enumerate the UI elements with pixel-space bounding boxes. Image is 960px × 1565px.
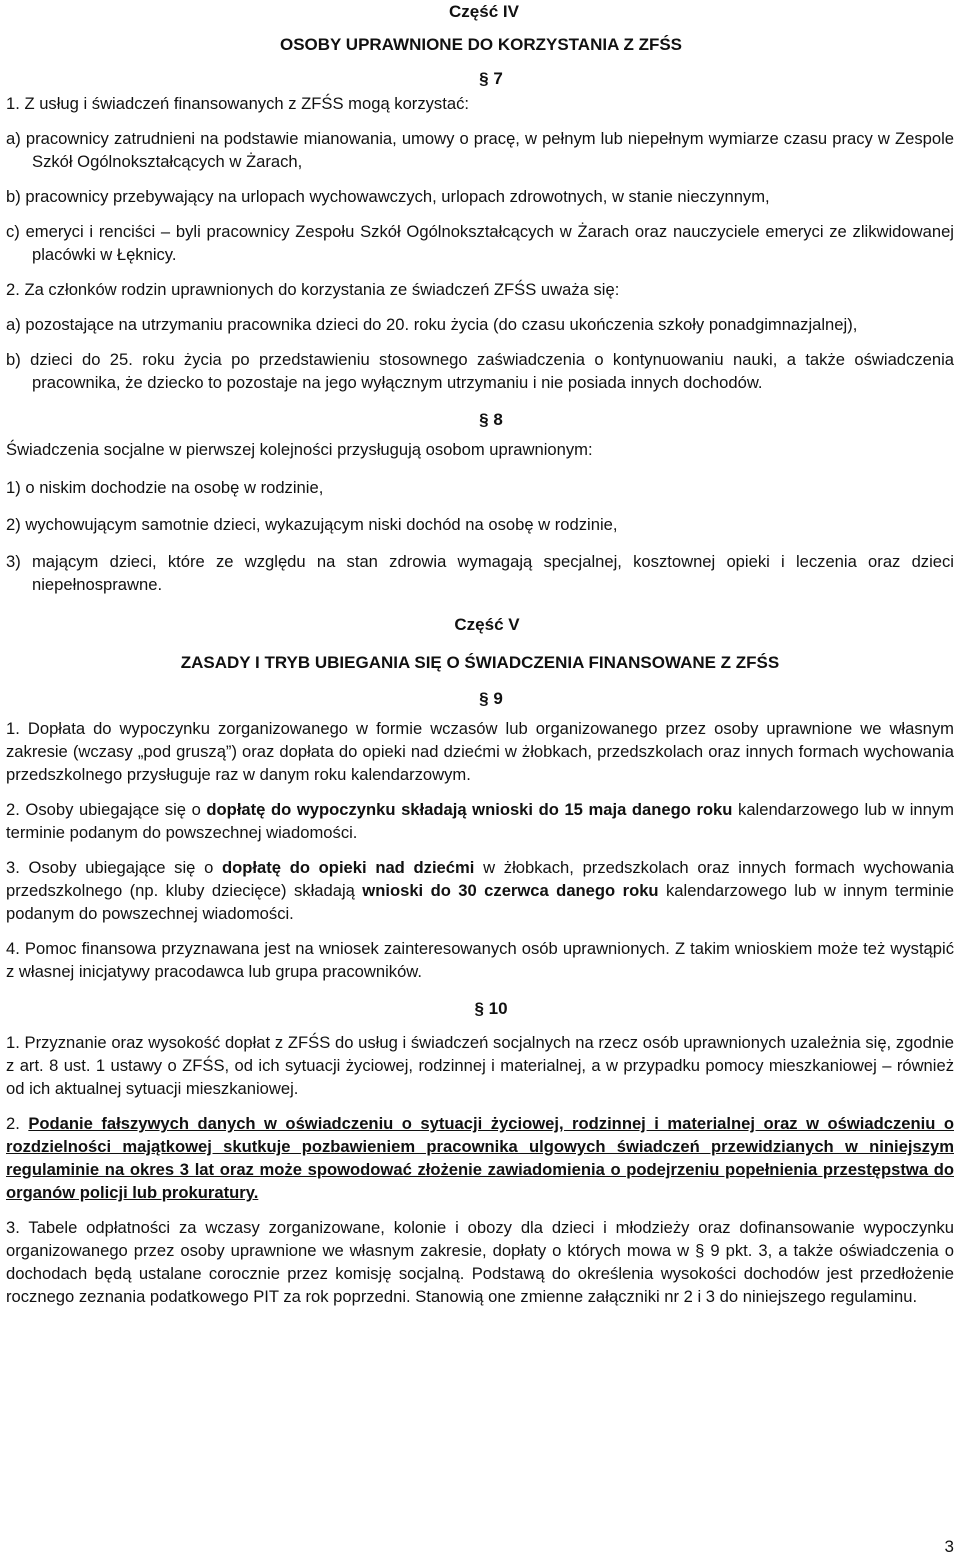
- part-iv-label: Część IV: [449, 2, 519, 21]
- paragraph-9-heading: § 9: [479, 689, 503, 708]
- par9-point-3-middle: w żłobkach, przedszkolach oraz innych formach wychowania przedszkolnego (np. kluby dziecięce) składają: [6, 858, 954, 900]
- par10-point-3: 3. Tabele odpłatności za wczasy zorganizowane, kolonie i obozy dla dzieci i młodzieży oraz dofinansowanie wypoczynku organizowanego przez osoby uprawnione we własnym zakresie, dopłaty o których mowa w § 9 pkt. 3, a także oświadczenia o dochodach będą ustalane corocznie przez komisję socjalną. Podstawą do określenia wysokości dochodów jest przedłożenie rocznego zeznania podatkowego PIT za rok poprzedni. Stanowią one zmienne załączniki nr 2 i 3 do niniejszego regulaminu.: [6, 1218, 954, 1306]
- par7-point-2a: a) pozostające na utrzymaniu pracownika dzieci do 20. roku życia (do czasu ukończenia szkoły ponadgimnazjalnej),: [6, 315, 858, 334]
- par10-point-2: [6, 1112, 954, 1204]
- par10-point-2-underlined: Podanie fałszywych danych w oświadczeniu o sytuacji życiowej, rodzinnej i materialnej oraz w oświadczeniu o rozdzielności majątkowej skutkuje pozbawieniem pracownika ulgowych świadczeń przewidzianych w niniejszym regulaminie na okres 3 lat oraz może spowodować złożenie zawiadomienia o podejrzeniu popełnienia przestępstwa do organów policji lub prokuratury.: [6, 1114, 954, 1202]
- par8-item-2: 2) wychowującym samotnie dzieci, wykazującym niski dochód na osobę w rodzinie,: [6, 515, 618, 534]
- par7-point-2: 2. Za członków rodzin uprawnionych do korzystania ze świadczeń ZFŚS uważa się:: [6, 280, 620, 299]
- par9-point-2-bold: dopłatę do wypoczynku składają wnioski do 15 maja danego roku: [206, 800, 733, 819]
- paragraph-8-heading: § 8: [479, 410, 503, 429]
- part-v-title: ZASADY I TRYB UBIEGANIA SIĘ O ŚWIADCZENIA FINANSOWANE Z ZFŚS: [180, 653, 780, 672]
- par7-point-2b: b) dzieci do 25. roku życia po przedstawieniu stosownego zaświadczenia o kontynuowaniu nauki, a także oświadczenia pracownika, że dziecko to pozostaje na jego wyłącznym utrzymaniu i nie posiada innych dochodów.: [6, 350, 954, 392]
- paragraph-7-heading: § 7: [479, 69, 503, 88]
- par9-point-4: 4. Pomoc finansowa przyznawana jest na wniosek zainteresowanych osób uprawnionych. Z takim wnioskiem może też wystąpić z własnej inicjatywy pracodawca lub grupa pracowników.: [6, 939, 954, 981]
- paragraph-10-heading: § 10: [474, 999, 508, 1018]
- par10-point-1: 1. Przyznanie oraz wysokość dopłat z ZFŚS do usług i świadczeń socjalnych na rzecz osób uprawnionych uzależnia się, zgodnie z art. 8 ust. 1 ustawy o ZFŚS, od ich sytuacji życiowej, rodzinnej i materialnej, a w przypadku pomocy mieszkaniowej – również od ich aktualnej sytuacji mieszkaniowej.: [6, 1033, 954, 1098]
- par7-point-1c: c) emeryci i renciści – byli pracownicy Zespołu Szkół Ogólnokształcących w Żarach oraz nauczyciele emeryci ze zlikwidowanej placówki w Łęknicy.: [6, 222, 954, 264]
- par9-point-2: [6, 798, 954, 844]
- par7-point-1a: a) pracownicy zatrudnieni na podstawie mianowania, umowy o pracę, w pełnym lub niepełnym wymiarze czasu pracy w Zespole Szkół Ogólnokształcących w Żarach,: [6, 129, 954, 171]
- par9-point-2-start: 2. Osoby ubiegające się o: [6, 800, 207, 819]
- par9-point-1: 1. Dopłata do wypoczynku zorganizowanego w formie wczasów lub organizowanego przez osoby uprawnione we własnym zakresie (wczasy „pod gruszą”) oraz dopłata do opieki nad dziećmi w żłobkach, przedszkolach oraz innych formach wychowania przedszkolnego przysługuje raz w danym roku kalendarzowym.: [6, 719, 954, 784]
- par8-intro: Świadczenia socjalne w pierwszej kolejności przysługują osobom uprawnionym:: [6, 440, 593, 459]
- par9-point-3-bold-2: wnioski do 30 czerwca danego roku: [362, 881, 659, 900]
- document-body: [6, 0, 954, 1308]
- par9-point-3-end: kalendarzowego lub w innym terminie podanym do powszechnej wiadomości.: [6, 881, 954, 923]
- par9-point-2-end: kalendarzowego lub w innym terminie podanym do powszechnej wiadomości.: [6, 800, 954, 842]
- par9-point-3-bold-1: dopłatę do opieki nad dziećmi: [222, 858, 475, 877]
- part-iv-title: OSOBY UPRAWNIONE DO KORZYSTANIA Z ZFŚS: [279, 35, 683, 54]
- par9-point-3-start: 3. Osoby ubiegające się o: [6, 858, 222, 877]
- par7-point-1b: b) pracownicy przebywający na urlopach wychowawczych, urlopach zdrowotnych, w stanie nieczynnym,: [6, 187, 770, 206]
- par7-point-1: 1. Z usług i świadczeń finansowanych z ZFŚS mogą korzystać:: [6, 94, 469, 113]
- par8-item-1: 1) o niskim dochodzie na osobę w rodzinie,: [6, 478, 324, 497]
- page-number: 3: [944, 1537, 954, 1556]
- par8-item-3: 3) mającym dzieci, które ze względu na stan zdrowia wymagają specjalnej, kosztownej opieki i leczenia oraz dzieci niepełnosprawne.: [6, 552, 954, 594]
- par10-point-2-number: 2.: [6, 1114, 29, 1133]
- part-v-label: Część V: [454, 615, 520, 634]
- par9-point-3: [6, 856, 954, 925]
